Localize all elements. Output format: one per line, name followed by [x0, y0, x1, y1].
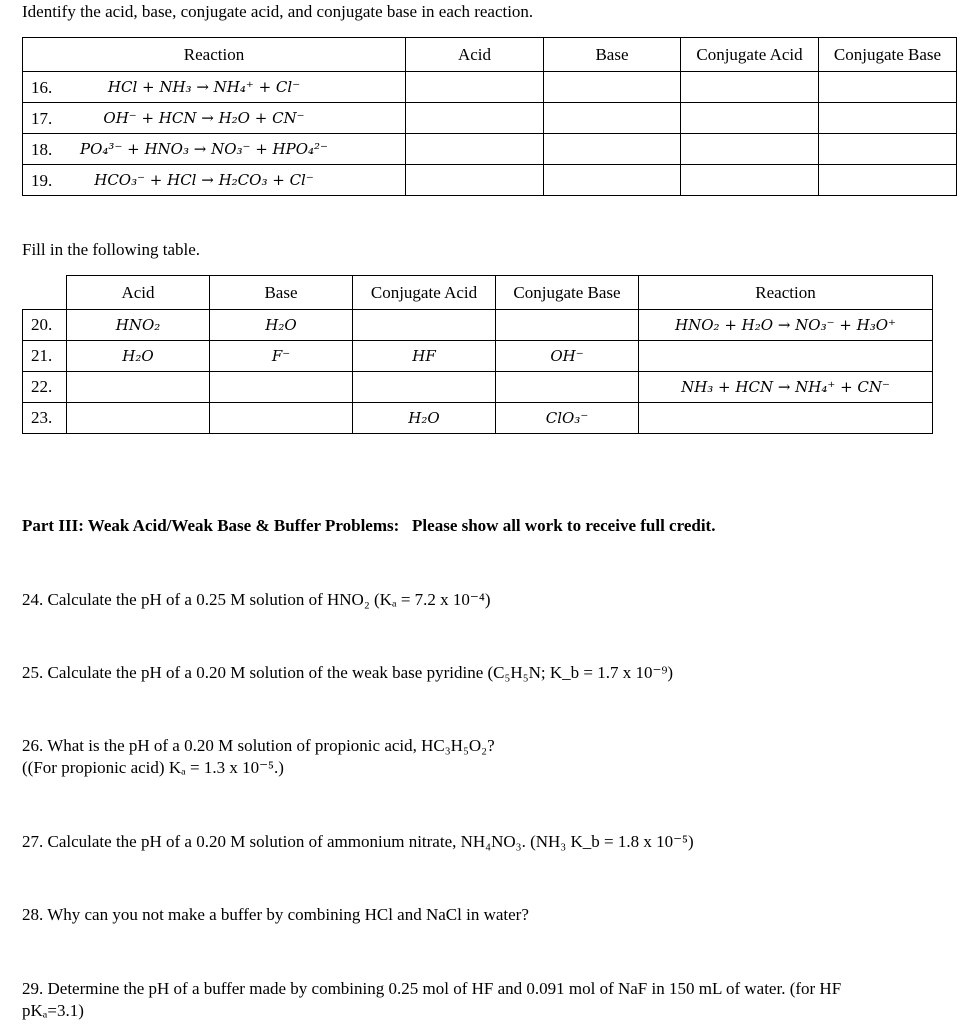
acid-cell[interactable]	[67, 372, 210, 403]
conjugate-base-answer-cell[interactable]	[819, 134, 957, 165]
conjugate-acid-answer-cell[interactable]	[681, 72, 819, 103]
reaction-cell[interactable]: HNO₂ + H₂O → NO₃⁻ + H₃O⁺	[639, 310, 933, 341]
table-row	[23, 72, 957, 103]
question-24: 24. Calculate the pH of a 0.25 M solution of HNO₂ (Kₐ = 7.2 x 10⁻⁴)	[22, 590, 491, 609]
question-29: 29. Determine the pH of a buffer made by combining 0.25 mol of HF and 0.091 mol of NaF in 150 mL of water. (for HF	[22, 979, 842, 998]
part3-title: Part III: Weak Acid/Weak Base & Buffer Problems:	[22, 516, 400, 535]
conjugate-acid-cell[interactable]	[353, 310, 496, 341]
base-answer-cell[interactable]	[544, 165, 681, 196]
conjugate-base-cell[interactable]: OH⁻	[496, 341, 639, 372]
acid-answer-cell[interactable]	[406, 72, 544, 103]
question-29-continued: pKₐ=3.1)	[22, 1001, 84, 1020]
acid-cell[interactable]: HNO₂	[67, 310, 210, 341]
conjugate-acid-cell[interactable]	[353, 372, 496, 403]
acid-cell[interactable]: H₂O	[67, 341, 210, 372]
row-number: 18.	[31, 140, 53, 159]
header-reaction: Reaction	[639, 276, 933, 310]
question-25: 25. Calculate the pH of a 0.20 M solution of the weak base pyridine (C₅H₅N; K_b = 1.7 x 10⁻⁹)	[22, 663, 674, 682]
conjugate-base-answer-cell[interactable]	[819, 103, 957, 134]
conjugate-base-cell[interactable]: ClO₃⁻	[496, 403, 639, 434]
table-row	[23, 372, 933, 403]
table-identify	[22, 37, 957, 196]
row-number: 17.	[31, 109, 53, 128]
question-27: 27. Calculate the pH of a 0.20 M solution of ammonium nitrate, NH₄NO₃. (NH₃ K_b = 1.8 x 10⁻⁵)	[22, 832, 694, 851]
question-26: 26. What is the pH of a 0.20 M solution of propionic acid, HC₃H₅O₂?	[22, 736, 495, 755]
table-row	[23, 165, 957, 196]
row-number: 16.	[31, 78, 53, 97]
header-conjugate-acid: Conjugate Acid	[353, 276, 496, 310]
row-number: 22.	[23, 372, 67, 403]
conjugate-base-answer-cell[interactable]	[819, 72, 957, 103]
table-row	[23, 103, 957, 134]
table-row	[23, 134, 957, 165]
table-fill	[22, 275, 933, 434]
conjugate-acid-answer-cell[interactable]	[681, 103, 819, 134]
header-conjugate-base: Conjugate Base	[819, 38, 957, 72]
reaction-text: HCO₃⁻ + HCl → H₂CO₃ + Cl⁻	[94, 171, 314, 189]
base-cell[interactable]: F⁻	[210, 341, 353, 372]
reaction-text: OH⁻ + HCN → H₂O + CN⁻	[103, 109, 305, 127]
acid-cell[interactable]	[67, 403, 210, 434]
header-conjugate-acid: Conjugate Acid	[681, 38, 819, 72]
base-answer-cell[interactable]	[544, 103, 681, 134]
row-number: 21.	[23, 341, 67, 372]
conjugate-base-cell[interactable]	[496, 310, 639, 341]
header-acid: Acid	[406, 38, 544, 72]
acid-answer-cell[interactable]	[406, 165, 544, 196]
reaction-cell[interactable]: NH₃ + HCN → NH₄⁺ + CN⁻	[639, 372, 933, 403]
base-answer-cell[interactable]	[544, 72, 681, 103]
reaction-cell	[23, 134, 406, 165]
conjugate-base-answer-cell[interactable]	[819, 165, 957, 196]
base-answer-cell[interactable]	[544, 134, 681, 165]
header-conjugate-base: Conjugate Base	[496, 276, 639, 310]
heading-fill-table: Fill in the following table.	[22, 240, 201, 259]
acid-answer-cell[interactable]	[406, 103, 544, 134]
base-cell[interactable]	[210, 403, 353, 434]
heading-identify: Identify the acid, base, conjugate acid, and conjugate base in each reaction.	[22, 2, 534, 21]
conjugate-acid-cell[interactable]: H₂O	[353, 403, 496, 434]
reaction-cell[interactable]	[639, 341, 933, 372]
row-number: 19.	[31, 171, 53, 190]
header-acid: Acid	[67, 276, 210, 310]
header-base: Base	[210, 276, 353, 310]
conjugate-acid-answer-cell[interactable]	[681, 134, 819, 165]
table-row	[23, 403, 933, 434]
conjugate-acid-answer-cell[interactable]	[681, 165, 819, 196]
question-28: 28. Why can you not make a buffer by combining HCl and NaCl in water?	[22, 905, 529, 924]
conjugate-acid-cell[interactable]: HF	[353, 341, 496, 372]
reaction-text: PO₄³⁻ + HNO₃ → NO₃⁻ + HPO₄²⁻	[80, 140, 328, 158]
reaction-cell	[23, 165, 406, 196]
question-26-constant: ((For propionic acid) Kₐ = 1.3 x 10⁻⁵.)	[22, 758, 284, 777]
reaction-cell	[23, 72, 406, 103]
conjugate-base-cell[interactable]	[496, 372, 639, 403]
reaction-text: HCl + NH₃ → NH₄⁺ + Cl⁻	[107, 78, 301, 96]
part3-heading	[22, 516, 715, 536]
row-number: 20.	[23, 310, 67, 341]
row-number: 23.	[23, 403, 67, 434]
reaction-cell[interactable]	[639, 403, 933, 434]
header-reaction: Reaction	[23, 38, 406, 72]
header-number-blank	[23, 276, 67, 310]
base-cell[interactable]: H₂O	[210, 310, 353, 341]
acid-answer-cell[interactable]	[406, 134, 544, 165]
base-cell[interactable]	[210, 372, 353, 403]
part3-note: Please show all work to receive full credit.	[412, 516, 716, 535]
table-row	[23, 310, 933, 341]
reaction-cell	[23, 103, 406, 134]
header-base: Base	[544, 38, 681, 72]
table-row	[23, 341, 933, 372]
